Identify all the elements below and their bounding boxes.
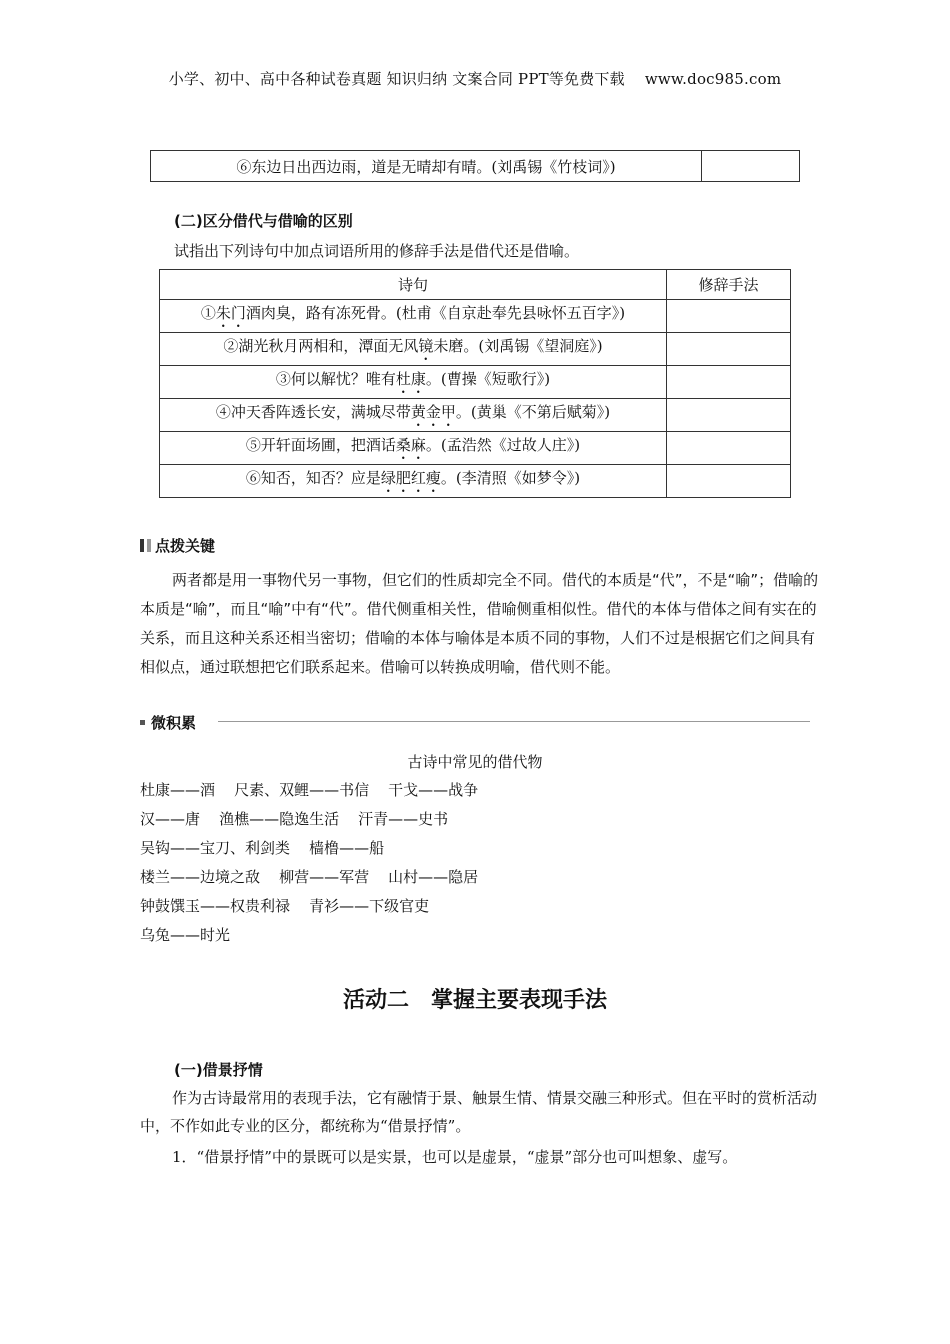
heading-label: 微积累 — [151, 714, 197, 732]
poem-text: ④冲天香阵透长安，满城尽带 — [215, 402, 411, 421]
poem-text: 。(孟浩然《过故人庄》) — [425, 435, 581, 454]
list-item: 汉——唐 渔樵——隐逸生活 汗青——史书 — [140, 810, 449, 828]
poem-text: 。(黄巢《不第后赋菊》) — [455, 402, 611, 421]
paragraph-1: 作为古诗最常用的表现手法，它有融情于景、触景生情、情景交融三种形式。但在平时的赏析活动中，不作如此专业的区分，都统称为“借景抒情”。 — [140, 1089, 818, 1135]
col-poem-header: 诗句 — [160, 270, 667, 300]
dotted-word: 黄金甲 — [410, 402, 456, 421]
answer-cell[interactable] — [667, 366, 791, 399]
poem-cell — [160, 366, 667, 399]
dotted-word: 朱门 — [215, 303, 246, 322]
list-item: 楼兰——边境之敌 柳营——军营 山村——隐居 — [140, 868, 479, 886]
dotted-word: 桑麻 — [395, 435, 426, 454]
poem-text: ① — [200, 303, 216, 322]
answer-cell[interactable] — [702, 151, 800, 182]
poem-cell: ⑥东边日出西边雨，道是无晴却有晴。(刘禹锡《竹枝词》) — [151, 151, 702, 182]
rhetoric-table — [159, 269, 791, 498]
accumulate-heading — [140, 712, 196, 733]
poem-text: ②湖光秋月两相和，潭面无风 — [223, 336, 419, 355]
bar-icon — [140, 539, 144, 552]
bar-icon — [147, 539, 151, 552]
table-row — [160, 465, 791, 498]
table-header-row — [160, 270, 791, 300]
answer-cell[interactable] — [667, 333, 791, 366]
col-method-header: 修辞手法 — [667, 270, 791, 300]
answer-cell[interactable] — [667, 465, 791, 498]
table-row — [160, 333, 791, 366]
poem-cell — [160, 432, 667, 465]
poem-text: 酒肉臭，路有冻死骨。(杜甫《自京赴奉先县咏怀五百字》) — [245, 303, 626, 322]
table-row — [160, 432, 791, 465]
answer-cell[interactable] — [667, 399, 791, 432]
poem-text: ③何以解忧？唯有 — [275, 369, 396, 388]
poem-text: 。(李清照《如梦令》) — [440, 468, 581, 487]
accumulate-title: 古诗中常见的借代物 — [407, 753, 543, 771]
page-header — [0, 68, 950, 89]
poem-text: ⑤开轩面场圃，把酒话 — [245, 435, 396, 454]
poem-cell — [160, 399, 667, 432]
square-icon — [140, 720, 145, 725]
poem-text: ⑥知否，知否？应是 — [245, 468, 381, 487]
table-continued — [150, 150, 800, 182]
divider — [218, 721, 810, 722]
answer-cell[interactable] — [667, 432, 791, 465]
poem-text: 。(曹操《短歌行》) — [425, 369, 551, 388]
subsection-title: (一)借景抒情 — [174, 1061, 263, 1079]
table-row — [160, 399, 791, 432]
list-item: 钟鼓馔玉——权贵利禄 青衫——下级官吏 — [140, 897, 430, 915]
list-item: 杜康——酒 尺素、双鲤——书信 干戈——战争 — [140, 781, 479, 799]
paragraph-2: 1．“借景抒情”中的景既可以是实景，也可以是虚景，“虚景”部分也可叫想象、虚写。 — [172, 1148, 738, 1166]
table-row — [151, 151, 800, 182]
instruction: 试指出下列诗句中加点词语所用的修辞手法是借代还是借喻。 — [174, 242, 580, 260]
metonymy-list — [140, 776, 478, 950]
poem-cell — [160, 333, 667, 366]
list-item: 乌兔——时光 — [140, 926, 231, 944]
list-item: 吴钩——宝刀、利剑类 樯橹——船 — [140, 839, 385, 857]
activity-title: 活动二 掌握主要表现手法 — [342, 988, 607, 1013]
dotted-word: 绿肥红瘦 — [380, 468, 441, 487]
key-points-text: 两者都是用一事物代另一事物，但它们的性质却完全不同。借代的本质是“代”，不是“喻”；借喻的本质是“喻”，而且“喻”中有“代”。借代侧重相关性，借喻侧重相似性。借代的本体与借体之间有实在的关系，而且这种关系还相当密切；借喻的本体与喻体是本质不同的事物，人们不过是根据它们之间具有相似点，通过联想把它们联系起来。借喻可以转换成明喻，借代则不能。 — [140, 571, 819, 676]
header-text: 小学、初中、高中各种试卷真题 知识归纳 文案合同 PPT等免费下载 — [168, 70, 625, 88]
poem-text: 未磨。(刘禹锡《望洞庭》) — [433, 336, 603, 355]
table-row — [160, 300, 791, 333]
poem-cell — [160, 465, 667, 498]
key-points-heading — [140, 535, 215, 556]
dotted-word: 镜 — [418, 336, 434, 355]
poem-cell — [160, 300, 667, 333]
heading-label: 点拨关键 — [155, 537, 216, 555]
answer-cell[interactable] — [667, 300, 791, 333]
dotted-word: 杜康 — [395, 369, 426, 388]
table-row — [160, 366, 791, 399]
section-title: (二)区分借代与借喻的区别 — [174, 212, 353, 230]
header-url[interactable]: www.doc985.com — [644, 70, 782, 88]
